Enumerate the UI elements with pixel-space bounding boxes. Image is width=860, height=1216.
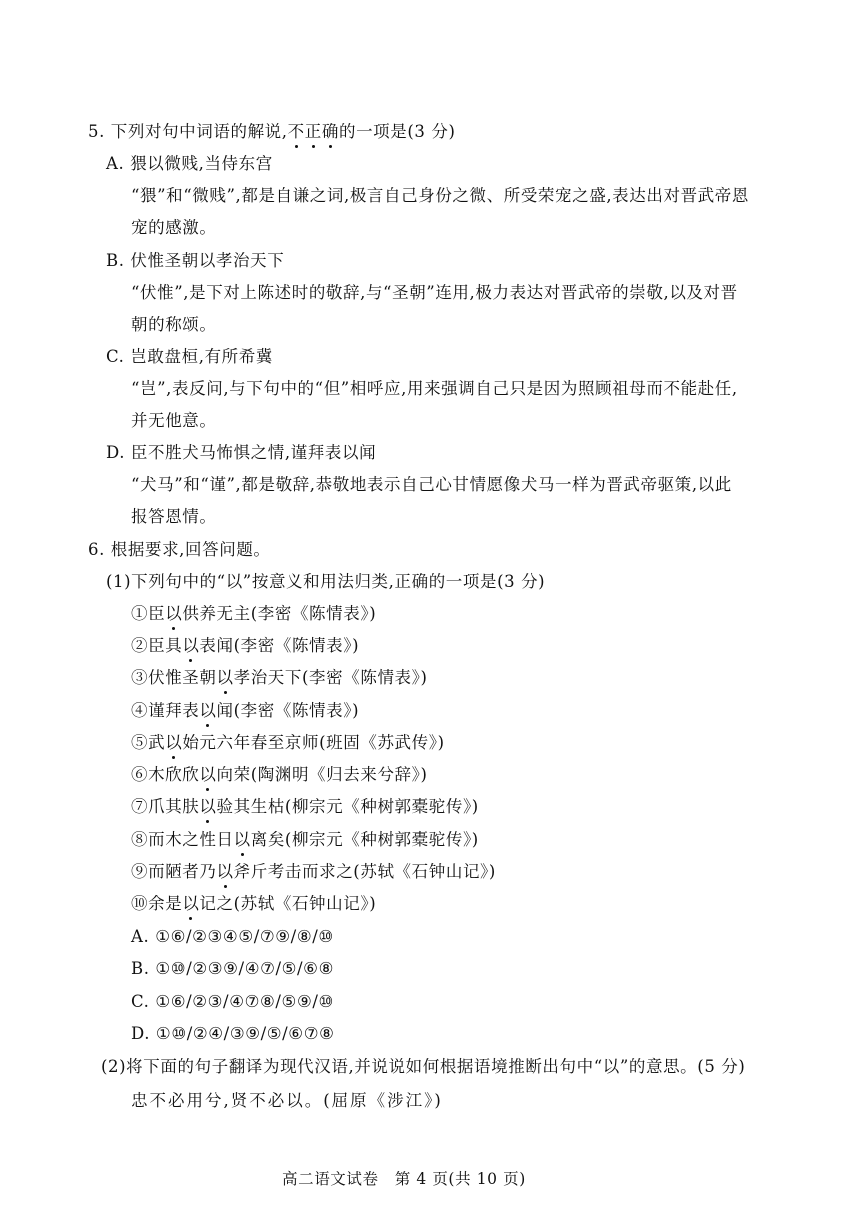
emphasis-char: 确: [321, 122, 339, 141]
q6-sub2-quote: 忠不必用兮,贤不必以。(屈原《涉江》): [131, 1091, 443, 1110]
emphasis-char: 以: [199, 701, 217, 720]
emphasis-char: 正: [304, 122, 322, 141]
q6-choice-d: D. ①⑩/②④/③⑨/⑤/⑥⑦⑧: [131, 1024, 335, 1043]
q6-choice-b: B. ①⑩/②③⑨/④⑦/⑤/⑥⑧: [131, 959, 334, 978]
emphasis-char: 不: [287, 122, 305, 141]
page-footer: 高二语文试卷 第 4 页(共 10 页): [282, 1170, 526, 1188]
emphasis-char: 以: [199, 797, 217, 816]
q6-sentence: ①臣以供养无主(李密《陈情表》): [131, 604, 377, 623]
q5-option-a-head: A. 猥以微贱,当侍东宫: [106, 154, 273, 173]
emphasis-char: 以: [233, 830, 251, 849]
q5-option-a-text: 宠的感激。: [131, 218, 217, 237]
q6-sub2-stem: (2)将下面的句子翻译为现代汉语,并说说如何根据语境推断出句中“以”的意思。(5 分): [101, 1057, 746, 1076]
q6-sentence: ⑧而木之性日以离矣(柳宗元《种树郭橐驼传》): [131, 830, 479, 849]
q6-sentence: ⑤武以始元六年春至京师(班固《苏武传》): [131, 733, 445, 752]
q6-sentence: ⑥木欣欣以向荣(陶渊明《归去来兮辞》): [131, 765, 428, 784]
q6-sentence: ⑨而陋者乃以斧斤考击而求之(苏轼《石钟山记》): [131, 862, 496, 881]
emphasis-char: 以: [216, 668, 234, 687]
q5-stem: 5. 下列对句中词语的解说,不正确的一项是(3 分): [88, 122, 456, 141]
emphasis-char: 以: [182, 636, 200, 655]
q6-sentence: ③伏惟圣朝以孝治天下(李密《陈情表》): [131, 668, 428, 687]
emphasis-char: 以: [165, 604, 183, 623]
q6-choice-a: A. ①⑥/②③④⑤/⑦⑨/⑧/⑩: [131, 927, 334, 946]
q5-option-a-text: “猥”和“微贱”,都是自谦之词,极言自己身份之微、所受荣宠之盛,表达出对晋武帝恩: [131, 186, 749, 205]
q5-option-b-head: B. 伏惟圣朝以孝治天下: [106, 251, 285, 270]
q6-sub1-stem: (1)下列句中的“以”按意义和用法归类,正确的一项是(3 分): [106, 572, 546, 591]
q6-sentence: ②臣具以表闻(李密《陈情表》): [131, 636, 360, 655]
emphasis-char: 以: [182, 894, 200, 913]
q5-option-c-text: 并无他意。: [131, 411, 217, 430]
emphasis-char: 以: [199, 765, 217, 784]
q5-option-d-text: “犬马”和“谨”,都是敬辞,恭敬地表示自己心甘情愿像犬马一样为晋武帝驱策,以此: [131, 475, 732, 494]
q5-option-b-text: “伏惟”,是下对上陈述时的敬辞,与“圣朝”连用,极力表达对晋武帝的崇敬,以及对晋: [131, 283, 738, 302]
q5-option-b-text: 朝的称颂。: [131, 315, 217, 334]
q6-sentence: ⑦爪其肤以验其生枯(柳宗元《种树郭橐驼传》): [131, 797, 479, 816]
q6-choice-c: C. ①⑥/②③/④⑦⑧/⑤⑨/⑩: [131, 992, 334, 1011]
q6-sentence: ⑩余是以记之(苏轼《石钟山记》): [131, 894, 377, 913]
emphasis-char: 以: [165, 733, 183, 752]
q6-stem: 6. 根据要求,回答问题。: [88, 540, 271, 559]
q5-option-d-text: 报答恩情。: [131, 507, 217, 526]
q5-option-c-text: “岂”,表反问,与下句中的“但”相呼应,用来强调自己只是因为照顾祖母而不能赴任,: [131, 379, 738, 398]
q5-option-c-head: C. 岂敢盘桓,有所希冀: [106, 347, 273, 366]
emphasis-char: 以: [216, 862, 234, 881]
q6-sentence: ④谨拜表以闻(李密《陈情表》): [131, 701, 360, 720]
q5-option-d-head: D. 臣不胜犬马怖惧之情,谨拜表以闻: [106, 443, 377, 462]
